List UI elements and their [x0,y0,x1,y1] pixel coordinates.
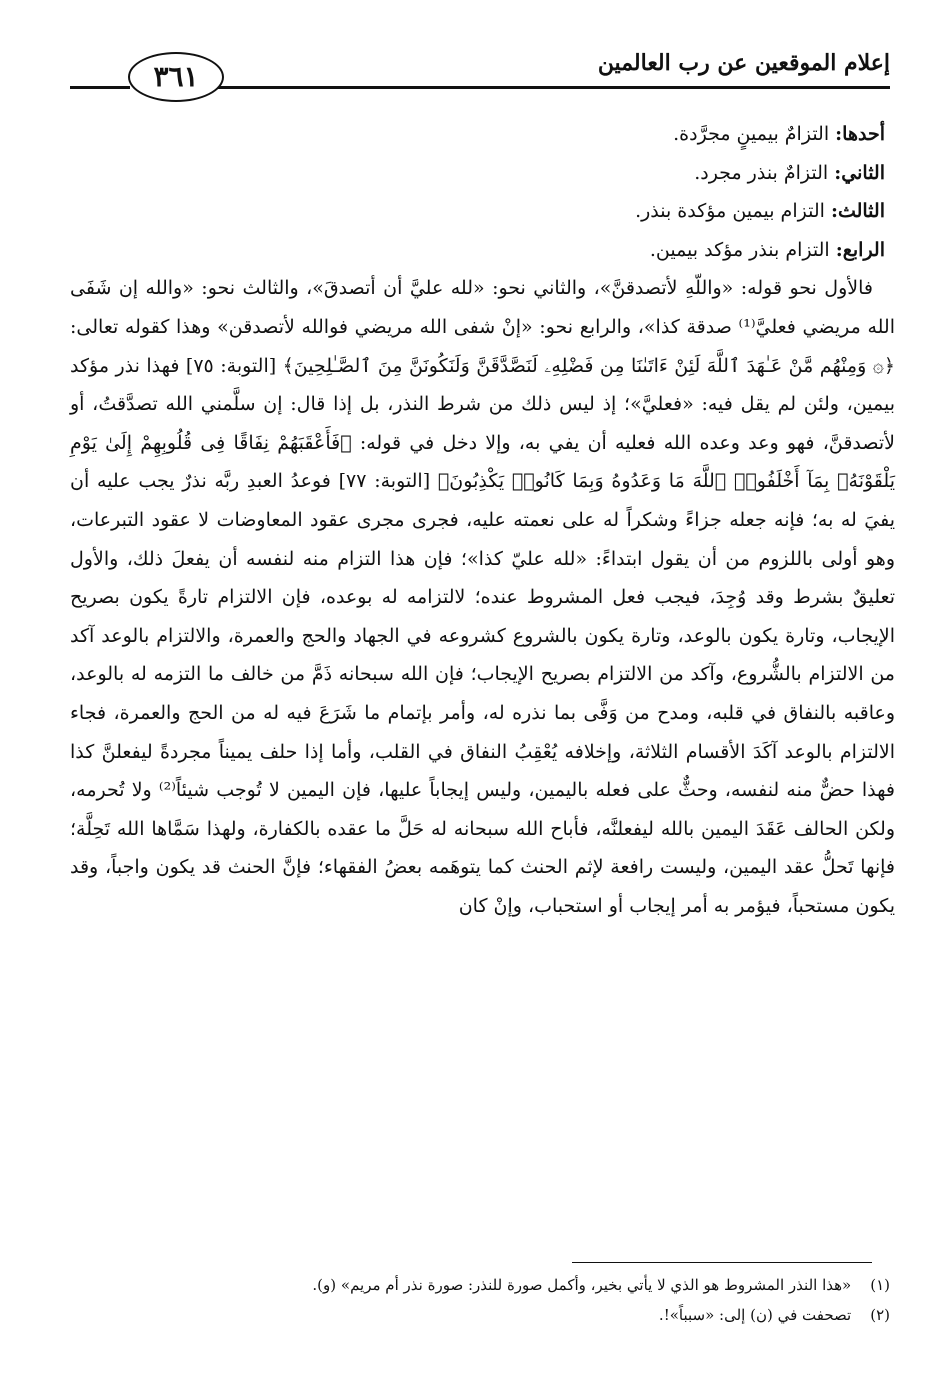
main-text [70,115,895,925]
book-title: إعلام الموقعين عن رب العالمين [597,50,890,76]
list-item [70,231,895,270]
footnote [70,1270,890,1300]
header-rule [210,86,890,89]
item-label: أحدها: [835,123,885,145]
footnote-number: (١) [870,1276,890,1294]
list-item [70,154,895,193]
item-label: الثالث: [830,200,885,223]
header-rule-left [70,86,130,89]
footnote-text: تصحفت في (ن) إلى: «سبباً»!. [658,1306,852,1324]
item-text: التزامٌ بيمينٍ مجرَّدة. [673,123,830,145]
item-text: التزام بيمين مؤكدة بنذر. [635,200,825,223]
footnotes [70,1270,890,1330]
item-text: التزامٌ بنذر مجرد. [694,161,829,184]
running-header [70,44,890,104]
item-label: الرابع: [835,238,885,261]
footnote-text: «هذا النذر المشروط هو الذي لا يأتي بخير، وأكمل صورة للنذر: صورة نذر أم مريم» (و). [312,1276,852,1294]
item-text: التزام بنذر مؤكد بيمين. [649,238,830,261]
page-number: ٣٦١ [128,52,224,102]
footnote-number: (٢) [870,1306,890,1324]
body-paragraph: فالأول نحو قوله: «واللّهِ لأتصدقنَّ»، والثاني نحو: «لله عليَّ أن أتصدقَ»، والثالث نحو: «والله إن شَفَى الله مريضي فعليَّ⁽¹⁾ صدقة كذا»، والرابع نحو: «إنْ شفى الله مريضي فوالله لأتصدقن» وهذا كقوله تعالى: ﴿۞ وَمِنْهُم مَّنْ عَـٰهَدَ ٱللَّهَ لَئِنْ ءَاتَىٰنَا مِن فَضْلِهِۦ لَنَصَّدَّقَنَّ وَلَنَكُونَنَّ مِنَ ٱلصَّـٰلِحِينَ﴾ [التوبة: ٧٥] فهذا نذر مؤكد بيمين، ولئن لم يقل فيه: «فعليَّ»؛ إذ ليس ذلك من شرط النذر، بل إذا قال: إن سلَّمني الله تصدَّقتُ، أو لأتصدقنَّ، فهو وعد وعده الله فعليه أن يفي به، وإلا دخل في قوله: ﴿فَأَعْقَبَهُمْ نِفَاقًا فِى قُلُوبِهِمْ إِلَىٰ يَوْمِ يَلْقَوْنَهُۥ بِمَآ أَخْلَفُوا۟ ٱللَّهَ مَا وَعَدُوهُ وَبِمَا كَانُوا۟ يَكْذِبُونَ﴾ [التوبة: ٧٧] فوعدُ العبدِ ربَّه نذرٌ يجب عليه أن يفيَ له به؛ فإنه جعله جزاءً وشكراً له على نعمته عليه، فجرى مجرى عقود المعاوضات لا عقود التبرعات، وهو أولى باللزوم من أن يقول ابتداءً: «لله عليّ كذا»؛ فإن هذا التزام منه لنفسه أن يفعلَ ذلك، والأول تعليقٌ بشرط وقد وُجِدَ، فيجب فعل المشروط عنده؛ لالتزامه له بوعده، فإن الالتزام تارةً يكون بصريح الإيجاب، وتارة يكون بالوعد، وتارة يكون بالشروع كشروعه في الجهاد والحج والعمرة، والالتزام بالوعد آكد من الالتزام بالشُّروع، وآكد من الالتزام بصريح الإيجاب؛ فإن الله سبحانه ذَمَّ من خالف ما التزمه له بالوعد، وعاقبه بالنفاق في قلبه، ومدح من وَفَّى بما نذره له، وأمر بإتمام ما شَرَعَ فيه له من الحج والعمرة، فجاء الالتزام بالوعد آكَدَ الأقسام الثلاثة، وإخلافه يُعْقِبُ النفاق في القلب، وأما إذا حلف يميناً مجردةً ليفعلنَّ كذا فهذا حضٌّ منه لنفسه، وحثٌّ على فعله باليمين، وليس إيجاباً عليها، فإن اليمين لا تُوجب شيئاً⁽²⁾ ولا تُحرمه، ولكن الحالف عَقَدَ اليمين بالله ليفعلنَّه، فأباح الله سبحانه له حَلَّ ما عقده بالكفارة، ولهذا سَمَّاها الله تَحِلَّة؛ فإنها تَحلُّ عقد اليمين، وليست رافعة لإثم الحنث كما يتوهَمه بعضُ الفقهاء؛ فإنَّ الحنث قد يكون واجباً، وقد يكون مستحباً، فيؤمر به أمر إيجاب أو استحباب، وإنْ كان [70,277,895,917]
list-item [70,192,895,231]
item-label: الثاني: [834,161,885,184]
footnote-separator [572,1262,872,1263]
footnote [70,1300,890,1330]
list-item [70,115,895,154]
